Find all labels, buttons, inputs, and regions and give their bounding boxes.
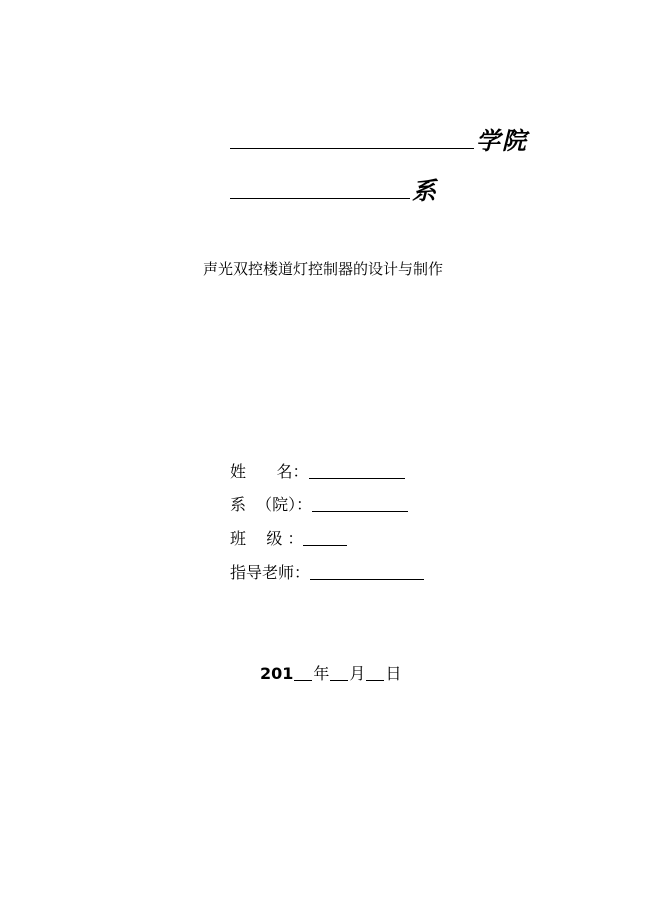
day-unit: 日 <box>385 664 402 683</box>
college-line <box>230 128 528 154</box>
class-field-row <box>230 529 347 549</box>
department-label: 系 <box>412 176 438 205</box>
department-field-row <box>230 495 408 515</box>
advisor-field-row <box>230 563 424 583</box>
day-blank[interactable] <box>366 679 384 681</box>
department-field-label: 系 （院）： <box>230 495 313 514</box>
year-prefix: 201 <box>260 664 294 683</box>
month-blank[interactable] <box>330 679 348 681</box>
date-line <box>260 664 401 684</box>
college-blank[interactable] <box>230 147 474 149</box>
document-title: 声光双控楼道灯控制器的设计与制作 <box>203 260 444 278</box>
college-label: 学院 <box>476 126 528 155</box>
department-field-blank[interactable] <box>312 510 408 512</box>
month-unit: 月 <box>349 664 366 683</box>
name-label: 姓 名： <box>230 462 309 481</box>
name-blank[interactable] <box>309 477 405 479</box>
department-line <box>230 178 438 204</box>
class-label: 班 级 ： <box>230 529 304 548</box>
department-blank[interactable] <box>230 197 410 199</box>
advisor-label: 指导老师： <box>230 563 311 582</box>
class-blank[interactable] <box>303 544 347 546</box>
advisor-blank[interactable] <box>310 578 424 580</box>
year-blank[interactable] <box>294 679 312 681</box>
year-unit: 年 <box>313 664 330 683</box>
name-field-row <box>230 462 405 482</box>
